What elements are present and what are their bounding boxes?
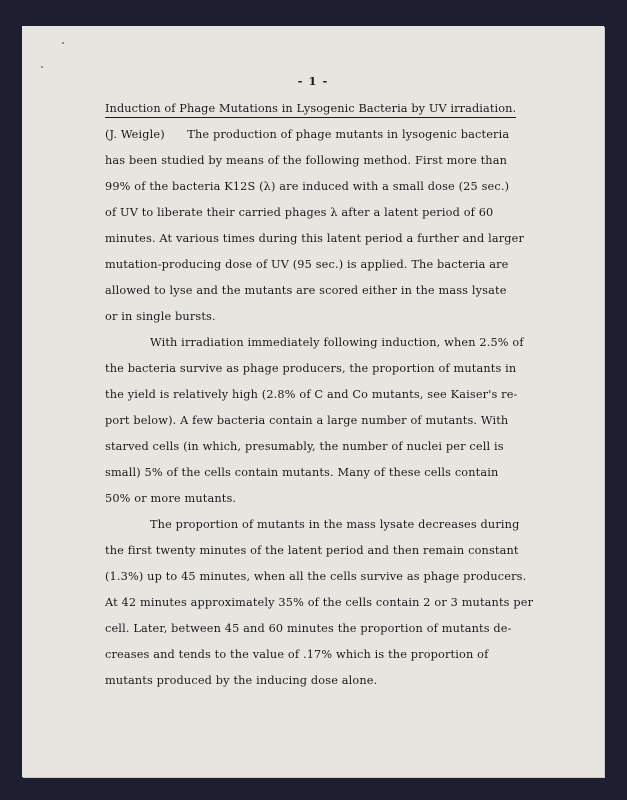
page-number: - 1 - — [297, 74, 329, 88]
text-line: has been studied by means of the following method. First more than — [105, 154, 508, 167]
text-line: At 42 minutes approximately 35% of the cells contain 2 or 3 mutants per — [105, 596, 534, 609]
paragraph-2 — [105, 330, 545, 512]
text-line: 50% or more mutants. — [105, 492, 237, 505]
text-line: With irradiation immediately following induction, when 2.5% of — [150, 336, 524, 349]
text-line: mutants produced by the inducing dose alone. — [105, 674, 378, 687]
text-line: allowed to lyse and the mutants are scored either in the mass lysate — [105, 284, 507, 297]
text-line: mutation-producing dose of UV (95 sec.) is applied. The bacteria are — [105, 258, 509, 271]
text-line: of UV to liberate their carried phages λ after a latent period of 60 — [105, 206, 494, 219]
text-line: The proportion of mutants in the mass lysate decreases during — [150, 518, 520, 531]
paragraph-1 — [105, 122, 545, 330]
document-title: Induction of Phage Mutations in Lysogenic Bacteria by UV irradiation. — [105, 101, 516, 118]
text-line: the yield is relatively high (2.8% of C and Co mutants, see Kaiser's re- — [105, 388, 518, 401]
text-line: (1.3%) up to 45 minutes, when all the cells survive as phage producers. — [105, 570, 527, 583]
document-body — [105, 96, 545, 694]
paper-speck — [62, 42, 64, 44]
text-line: the first twenty minutes of the latent period and then remain constant — [105, 544, 519, 557]
text-line: small) 5% of the cells contain mutants. Many of these cells contain — [105, 466, 499, 479]
paper-speck — [41, 66, 43, 68]
text-line: creases and tends to the value of .17% which is the proportion of — [105, 648, 489, 661]
text-line: or in single bursts. — [105, 310, 216, 323]
text-line: (J. Weigle) The production of phage mutants in lysogenic bacteria — [105, 128, 510, 141]
text-line: minutes. At various times during this latent period a further and larger — [105, 232, 525, 245]
text-line: port below). A few bacteria contain a large number of mutants. With — [105, 414, 509, 427]
text-line: starved cells (in which, presumably, the number of nuclei per cell is — [105, 440, 504, 453]
document-page — [22, 26, 604, 777]
paragraph-3 — [105, 512, 545, 694]
text-line: the bacteria survive as phage producers, the proportion of mutants in — [105, 362, 517, 375]
text-line: 99% of the bacteria K12S (λ) are induced with a small dose (25 sec.) — [105, 180, 510, 193]
text-line: cell. Later, between 45 and 60 minutes the proportion of mutants de- — [105, 622, 512, 635]
